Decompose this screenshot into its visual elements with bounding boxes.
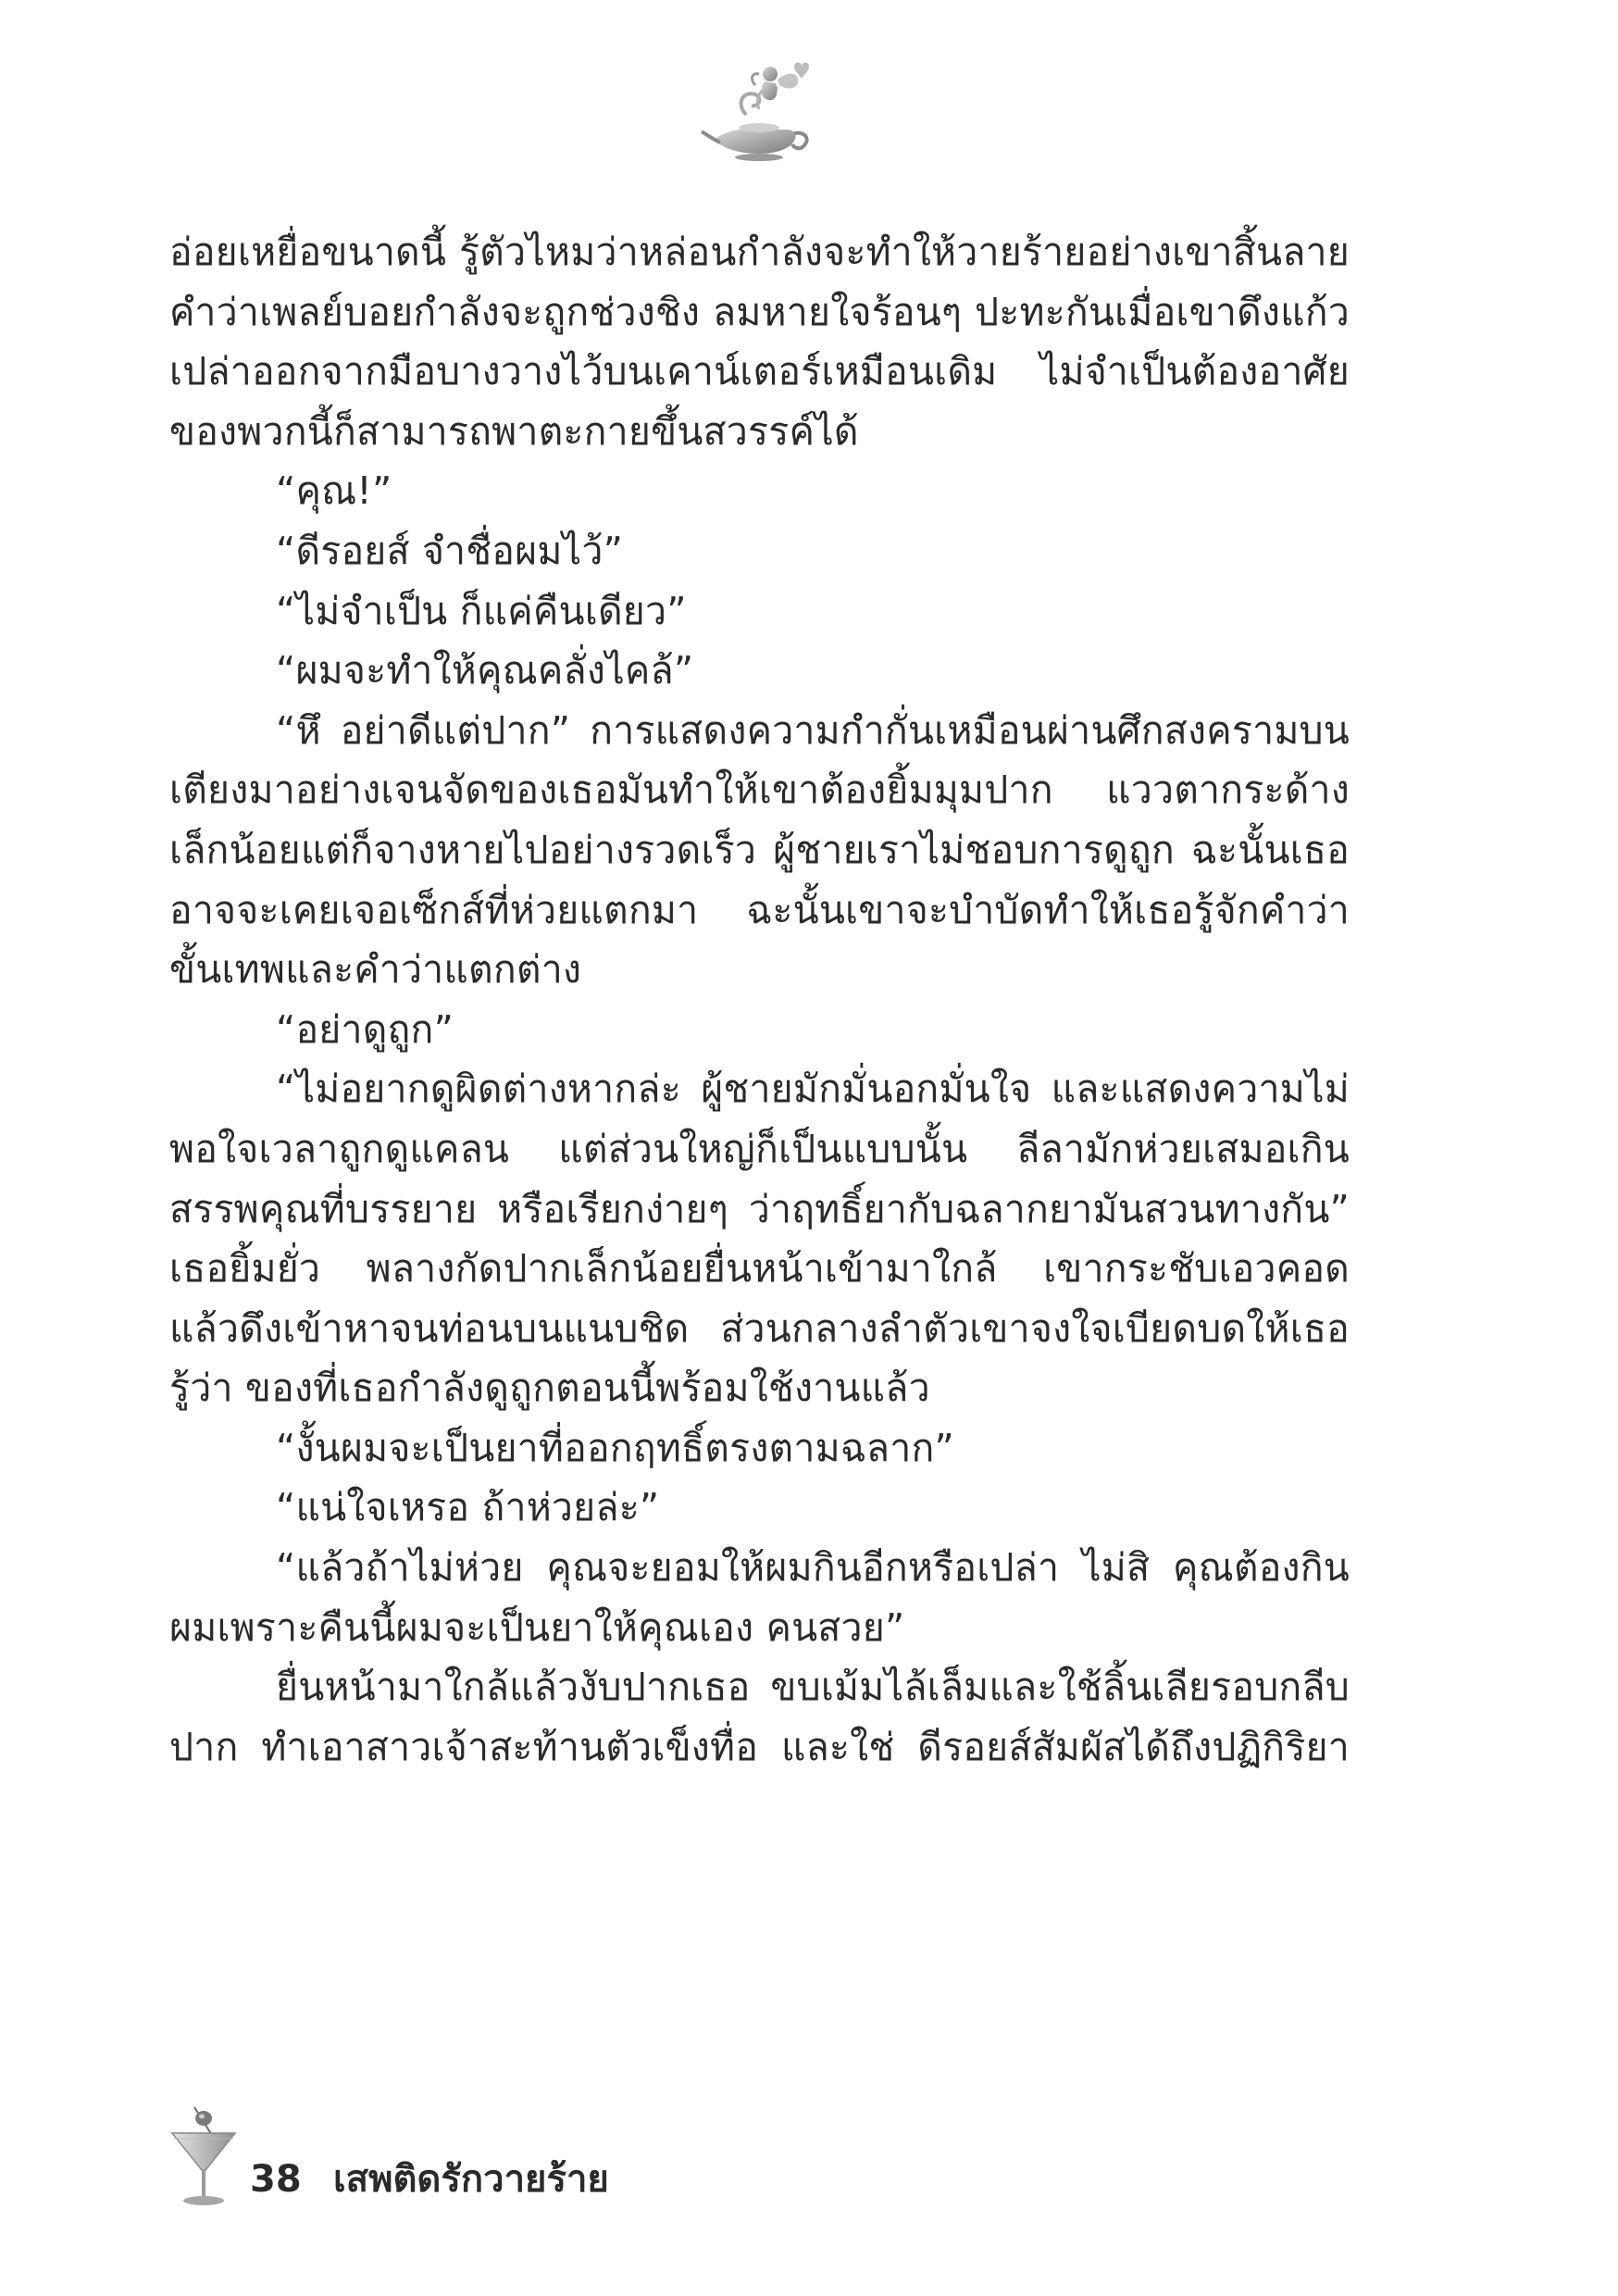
paragraph: “อย่าดูถูก” [276, 1006, 454, 1052]
paragraph: “คุณ!” [276, 468, 392, 514]
teapot-cupid-ornament-icon [698, 54, 818, 165]
paragraph: “ไม่อยากดูผิดต่างหากล่ะ ผู้ชายมักมั่นอกมั่นใจ และแสดงความไม่พอใจเวลาถูกดูแคลน แต่ส่วนใหญ่ก็เป็นแบบนั้น ลีลามักห่วยเสมอเกินสรรพคุณที่บรรยาย หรือเรียกง่ายๆ ว่าฤทธิ์ยากับฉลากยามันสวนทางกัน” เธอยิ้มยั่ว พลางกัดปากเล็กน้อยยื่นหน้าเข้ามาใกล้ เขากระชับเอวคอดแล้วดึงเข้าหาจนท่อนบนแนบชิด ส่วนกลางลำตัวเขาจงใจเบียดบดให้เธอรู้ว่า ของที่เธอกำลังดูถูกตอนนี้พร้อมใช้งานแล้ว [169, 1067, 1350, 1411]
paragraph: “ไม่จำเป็น ก็แค่คืนเดียว” [276, 588, 687, 633]
martini-glass-icon [167, 2100, 241, 2211]
paragraph: ยื่นหน้ามาใกล้แล้วงับปากเธอ ขบเม้มไล้เล็มและใช้ลิ้นเลียรอบกลีบปาก ทำเอาสาวเจ้าสะท้านตัวเข็งทื่อ และใช่ ดีรอยส์สัมผัสได้ถึงปฏิกิริยา [169, 1665, 1350, 1769]
book-title: เสพติดรักวายร้าย [333, 2158, 609, 2201]
body-text [169, 222, 1350, 1777]
paragraph: “แน่ใจเหรอ ถ้าห่วยล่ะ” [276, 1485, 660, 1530]
paragraph: “งั้นผมจะเป็นยาที่ออกฤทธิ์ตรงตามฉลาก” [276, 1425, 954, 1470]
paragraph: “แล้วถ้าไม่ห่วย คุณจะยอมให้ผมกินอีกหรือเปล่า ไม่สิ คุณต้องกินผมเพราะคืนนี้ผมจะเป็นยาให้คุณเอง คนสวย” [169, 1545, 1350, 1650]
paragraph: “ผมจะทำให้คุณคลั่งไคล้” [276, 648, 694, 693]
paragraph: อ่อยเหยื่อขนาดนี้ รู้ตัวไหมว่าหล่อนกำลังจะทำให้วายร้ายอย่างเขาสิ้นลาย คำว่าเพลย์บอยกำลังจะถูกช่วงชิง ลมหายใจร้อนๆ ปะทะกันเมื่อเขาดึงแก้วเปล่าออกจากมือบางวางไว้บนเคาน์เตอร์เหมือนเดิม ไม่จำเป็นต้องอาศัยของพวกนี้ก็สามารถพาตะกายขึ้นสวรรค์ได้ [169, 230, 1350, 454]
page-number: 38 [250, 2158, 302, 2201]
paragraph: “หึ อย่าดีแต่ปาก” การแสดงความกำกั่นเหมือนผ่านศึกสงครามบนเตียงมาอย่างเจนจัดของเธอมันทำให้เขาต้องยิ้มมุมปาก แววตากระด้างเล็กน้อยแต่ก็จางหายไปอย่างรวดเร็ว ผู้ชายเราไม่ชอบการดูถูก ฉะนั้นเธออาจจะเคยเจอเซ็กส์ที่ห่วยแตกมา ฉะนั้นเขาจะบำบัดทำให้เธอรู้จักคำว่าขั้นเทพและคำว่าแตกต่าง [169, 707, 1350, 992]
page-footer [167, 2100, 815, 2220]
paragraph: “ดีรอยส์ จำชื่อผมไว้” [276, 528, 624, 573]
